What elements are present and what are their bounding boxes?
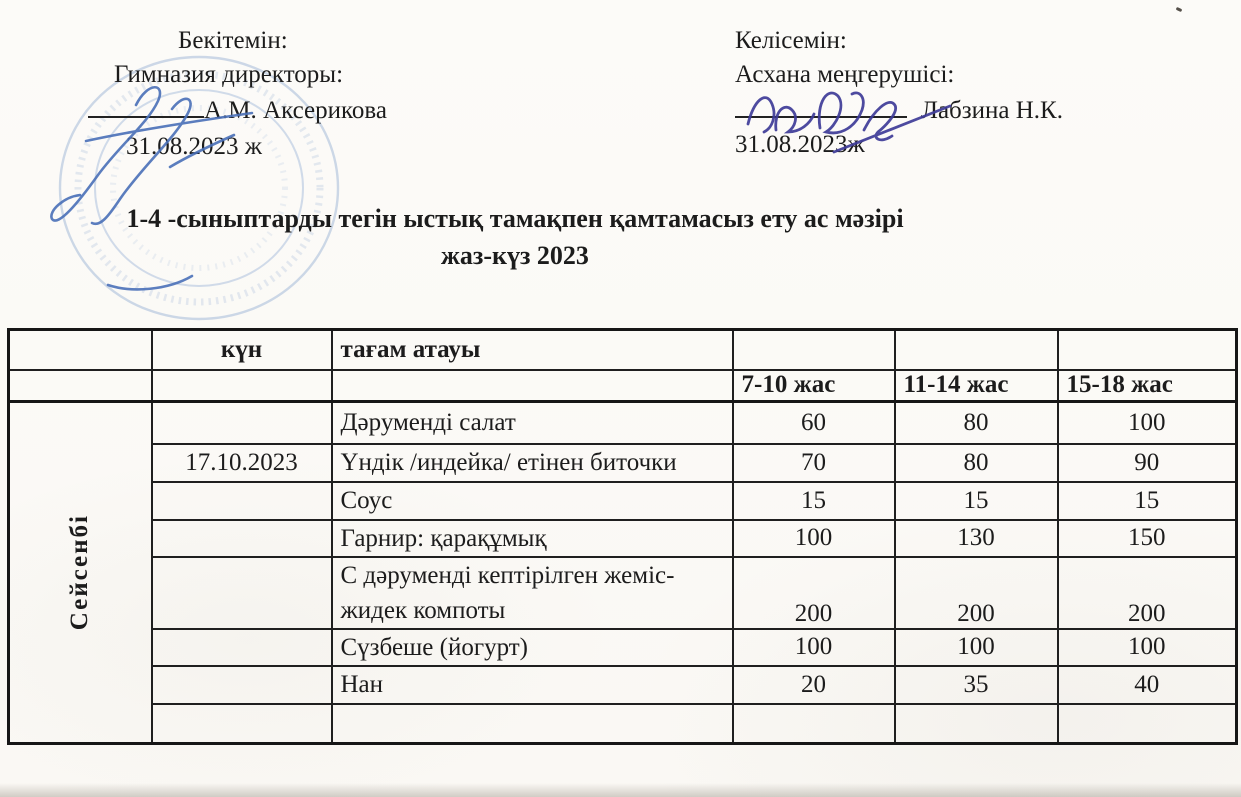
header-empty-cell: [9, 330, 152, 370]
header-dish: тағам атауы: [332, 330, 733, 370]
date-cell: [152, 666, 332, 704]
approval-right-heading: Келісемін:: [735, 27, 847, 54]
menu-table: [7, 328, 1238, 745]
table-header-row-1: [9, 330, 1237, 370]
dish-cell: Дәруменді салат: [332, 402, 733, 444]
portion-cell: 100: [1058, 629, 1237, 666]
header-empty-cell: [332, 370, 733, 402]
header-age-15-18: 15-18 жас: [1058, 370, 1237, 402]
approval-left-signature-line: [88, 92, 418, 128]
signature-underline: [735, 94, 907, 118]
portion-cell: 200: [1058, 557, 1237, 629]
dish-cell: Гарнир: қарақұмық: [332, 520, 733, 557]
table-row: [9, 482, 1237, 520]
dish-cell: Нан: [332, 666, 733, 704]
signature-underline: [88, 94, 204, 118]
table-row: [9, 666, 1237, 704]
portion-cell: 80: [895, 402, 1058, 444]
portion-cell: 100: [895, 629, 1058, 666]
approval-left-heading: Бекітемін:: [178, 27, 288, 54]
document-title: [95, 200, 935, 274]
scan-bottom-shadow: [0, 783, 1241, 797]
header-age-7-10: 7-10 жас: [733, 370, 895, 402]
table-row: [9, 402, 1237, 444]
portion-cell: 200: [895, 557, 1058, 629]
portion-cell: [1058, 704, 1237, 744]
header-empty-cell: [1058, 330, 1237, 370]
portion-cell: 60: [733, 402, 895, 444]
portion-cell: 100: [1058, 402, 1237, 444]
portion-cell: [733, 704, 895, 744]
date-cell: [152, 520, 332, 557]
portion-cell: 15: [895, 482, 1058, 520]
portion-cell: 130: [895, 520, 1058, 557]
table-row: [9, 629, 1237, 666]
header-empty-cell: [152, 370, 332, 402]
dish-cell: Сүзбеше (йогурт): [332, 629, 733, 666]
date-cell: 17.10.2023: [152, 444, 332, 482]
table-row: [9, 444, 1237, 482]
table-row-empty: [9, 704, 1237, 744]
approval-left-role: Гимназия директоры:: [114, 61, 344, 88]
table-header-row-2: [9, 370, 1237, 402]
title-line-2: жаз-күз 2023: [441, 241, 589, 270]
portion-cell: 200: [733, 557, 895, 629]
date-cell: [152, 482, 332, 520]
portion-cell: 20: [733, 666, 895, 704]
scan-speck: [1176, 7, 1183, 12]
dish-cell: Үндік /индейка/ етінен биточки: [332, 444, 733, 482]
portion-cell: 100: [733, 520, 895, 557]
date-cell: [152, 557, 332, 629]
header-day: күн: [152, 330, 332, 370]
portion-cell: 15: [733, 482, 895, 520]
approval-right-name: Лабзина Н.К.: [921, 97, 1063, 124]
date-cell: [152, 704, 332, 744]
header-empty-cell: [9, 370, 152, 402]
portion-cell: 40: [1058, 666, 1237, 704]
approval-right-block: [735, 24, 1115, 162]
portion-cell: 100: [733, 629, 895, 666]
portion-cell: 35: [895, 666, 1058, 704]
approval-right-role: Асхана меңгерушісі:: [735, 61, 955, 88]
table-row: [9, 557, 1237, 629]
date-cell: [152, 402, 332, 444]
portion-cell: 15: [1058, 482, 1237, 520]
approval-left-block: [88, 24, 418, 164]
table-row: [9, 520, 1237, 557]
portion-cell: [895, 704, 1058, 744]
portion-cell: 150: [1058, 520, 1237, 557]
header-empty-cell: [895, 330, 1058, 370]
header-age-11-14: 11-14 жас: [895, 370, 1058, 402]
date-cell: [152, 629, 332, 666]
approval-right-signature-line: [735, 92, 1115, 128]
dish-cell: С дәруменді кептірілген жеміс-жидек компоты: [332, 557, 733, 629]
portion-cell: 70: [733, 444, 895, 482]
approval-left-date: 31.08.2023 ж: [126, 133, 263, 160]
day-name-cell: [9, 402, 152, 744]
day-name-vertical-label: Сейсенбі: [66, 514, 94, 631]
approval-right-date: 31.08.2023ж: [735, 131, 865, 158]
approval-left-name: А.М. Аксерикова: [204, 97, 387, 124]
title-line-1: 1-4 -сыныптарды тегін ыстық тамақпен қамтамасыз ету ас мәзірі: [126, 204, 904, 233]
portion-cell: 80: [895, 444, 1058, 482]
header-empty-cell: [733, 330, 895, 370]
dish-cell: Соус: [332, 482, 733, 520]
portion-cell: 90: [1058, 444, 1237, 482]
dish-cell: [332, 704, 733, 744]
